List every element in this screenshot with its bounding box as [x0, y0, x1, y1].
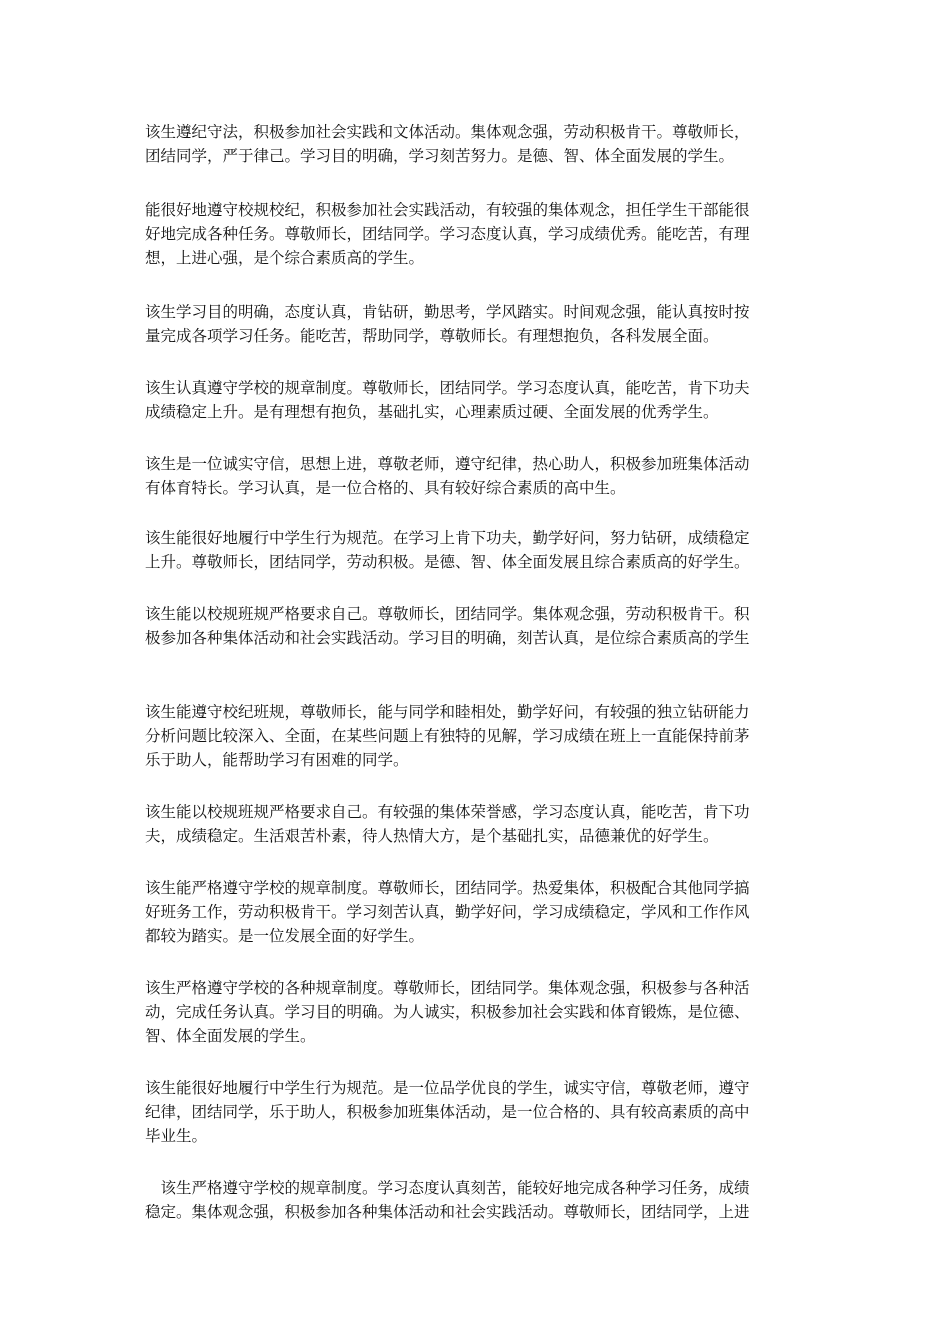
paragraph-line: 好班务工作，劳动积极肯干。学习刻苦认真，勤学好问，学习成绩稳定，学风和工作作风 — [145, 903, 750, 921]
paragraph-line: 团结同学，严于律己。学习目的明确，学习刻苦努力。是德、智、体全面发展的学生。 — [145, 147, 735, 165]
paragraph-line: 该生认真遵守学校的规章制度。尊敬师长，团结同学。学习态度认真，能吃苦，肯下功夫 — [145, 379, 750, 397]
paragraph-line: 动，完成任务认真。学习目的明确。为人诚实，积极参加社会实践和体育锻炼，是位德、 — [145, 1003, 750, 1021]
paragraph-line: 该生能以校规班规严格要求自己。尊敬师长，团结同学。集体观念强，劳动积极肯干。积 — [145, 605, 750, 623]
paragraph-line: 想，上进心强，是个综合素质高的学生。 — [145, 249, 425, 267]
paragraph-line: 该生严格遵守学校的规章制度。学习态度认真刻苦，能较好地完成各种学习任务，成绩 — [145, 1179, 750, 1197]
paragraph-line: 分析问题比较深入、全面，在某些问题上有独特的见解，学习成绩在班上一直能保持前茅 — [145, 727, 750, 745]
paragraph-line: 有体育特长。学习认真，是一位合格的、具有较好综合素质的高中生。 — [145, 479, 626, 497]
paragraph-line: 能很好地遵守校规校纪，积极参加社会实践活动，有较强的集体观念，担任学生干部能很 — [145, 201, 750, 219]
paragraph-line: 极参加各种集体活动和社会实践活动。学习目的明确，刻苦认真，是位综合素质高的学生 — [145, 629, 750, 647]
paragraph-1 — [145, 120, 750, 168]
paragraph-line: 该生能以校规班规严格要求自己。有较强的集体荣誉感，学习态度认真，能吃苦，肯下功 — [145, 803, 750, 821]
paragraph-line: 上升。尊敬师长，团结同学，劳动积极。是德、智、体全面发展且综合素质高的好学生。 — [145, 553, 750, 571]
paragraph-line: 该生能很好地履行中学生行为规范。在学习上肯下功夫，勤学好问，努力钻研，成绩稳定 — [145, 529, 750, 547]
paragraph-4 — [145, 376, 750, 424]
paragraph-line: 该生是一位诚实守信，思想上进，尊敬老师，遵守纪律，热心助人，积极参加班集体活动 — [145, 455, 750, 473]
paragraph-10 — [145, 876, 750, 948]
paragraph-line: 智、体全面发展的学生。 — [145, 1027, 316, 1045]
paragraph-3 — [145, 300, 750, 348]
paragraph-line: 量完成各项学习任务。能吃苦，帮助同学，尊敬师长。有理想抱负，各科发展全面。 — [145, 327, 719, 345]
paragraph-line: 该生学习目的明确，态度认真，肯钻研，勤思考，学风踏实。时间观念强，能认真按时按 — [145, 303, 750, 321]
paragraph-line: 该生严格遵守学校的各种规章制度。尊敬师长，团结同学。集体观念强，积极参与各种活 — [145, 979, 750, 997]
paragraph-line: 毕业生。 — [145, 1127, 208, 1145]
paragraph-line: 夫，成绩稳定。生活艰苦朴素，待人热情大方，是个基础扎实，品德兼优的好学生。 — [145, 827, 719, 845]
paragraph-2 — [145, 198, 750, 270]
paragraph-12 — [145, 1076, 750, 1148]
paragraph-line: 该生能严格遵守学校的规章制度。尊敬师长，团结同学。热爱集体，积极配合其他同学搞 — [145, 879, 750, 897]
paragraph-8 — [145, 700, 750, 772]
paragraph-line: 该生能很好地履行中学生行为规范。是一位品学优良的学生，诚实守信，尊敬老师，遵守 — [145, 1079, 750, 1097]
paragraph-11 — [145, 976, 750, 1048]
paragraph-6 — [145, 526, 750, 574]
paragraph-5 — [145, 452, 750, 500]
paragraph-line: 好地完成各种任务。尊敬师长，团结同学。学习态度认真，学习成绩优秀。能吃苦，有理 — [145, 225, 750, 243]
paragraph-line: 该生遵纪守法，积极参加社会实践和文体活动。集体观念强，劳动积极肯干。尊敬师长， — [145, 123, 750, 141]
paragraph-line: 乐于助人，能帮助学习有困难的同学。 — [145, 751, 409, 769]
paragraph-13 — [145, 1176, 750, 1224]
paragraph-9 — [145, 800, 750, 848]
paragraph-line: 稳定。集体观念强，积极参加各种集体活动和社会实践活动。尊敬师长，团结同学，上进 — [145, 1203, 750, 1221]
paragraph-line: 都较为踏实。是一位发展全面的好学生。 — [145, 927, 425, 945]
paragraph-line: 成绩稳定上升。是有理想有抱负，基础扎实，心理素质过硬、全面发展的优秀学生。 — [145, 403, 719, 421]
paragraph-line: 纪律，团结同学，乐于助人，积极参加班集体活动，是一位合格的、具有较高素质的高中 — [145, 1103, 750, 1121]
paragraph-7 — [145, 602, 750, 650]
paragraph-line: 该生能遵守校纪班规，尊敬师长，能与同学和睦相处，勤学好问，有较强的独立钻研能力 — [145, 703, 750, 721]
